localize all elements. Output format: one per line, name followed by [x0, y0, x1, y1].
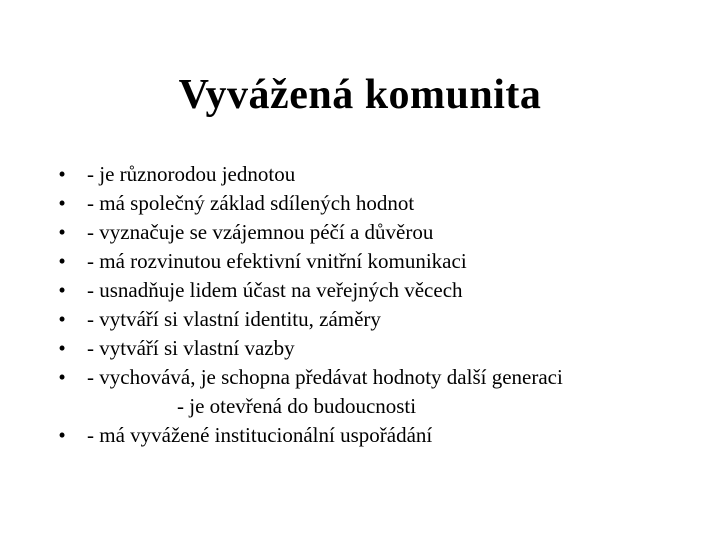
list-item — [55, 189, 563, 218]
bullet-icon: • — [58, 220, 66, 244]
list-item — [55, 276, 563, 305]
list-item — [55, 421, 563, 450]
list-item-text: - má vyvážené institucionální uspořádání — [87, 423, 433, 447]
bullet-icon: • — [58, 249, 66, 273]
list-item — [55, 160, 563, 189]
list-item — [55, 247, 563, 276]
list-item-text: - vyznačuje se vzájemnou péčí a důvěrou — [87, 220, 434, 244]
list-item — [55, 363, 563, 421]
list-item — [55, 305, 563, 334]
list-item — [55, 334, 563, 363]
list-item-text: - má rozvinutou efektivní vnitřní komunikaci — [87, 249, 467, 273]
bullet-list — [55, 160, 563, 450]
list-item-text: - vytváří si vlastní vazby — [87, 336, 295, 360]
bullet-icon: • — [58, 307, 66, 331]
bullet-icon: • — [58, 365, 66, 389]
list-item — [55, 218, 563, 247]
list-item-text: - je různorodou jednotou — [87, 162, 296, 186]
bullet-icon: • — [58, 162, 66, 186]
bullet-icon: • — [58, 191, 66, 215]
list-item-text: - vytváří si vlastní identitu, záměry — [87, 307, 381, 331]
list-item-text: - má společný základ sdílených hodnot — [87, 191, 415, 215]
list-item-text: - usnadňuje lidem účast na veřejných věcech — [87, 278, 463, 302]
slide-title: Vyvážená komunita — [178, 72, 542, 118]
bullet-icon: • — [58, 336, 66, 360]
bullet-icon: • — [58, 423, 66, 447]
bullet-icon: • — [58, 278, 66, 302]
list-item-text: - vychovává, je schopna předávat hodnoty další generaci — [87, 365, 563, 389]
list-item-continuation: - je otevřená do budoucnosti — [177, 394, 417, 418]
